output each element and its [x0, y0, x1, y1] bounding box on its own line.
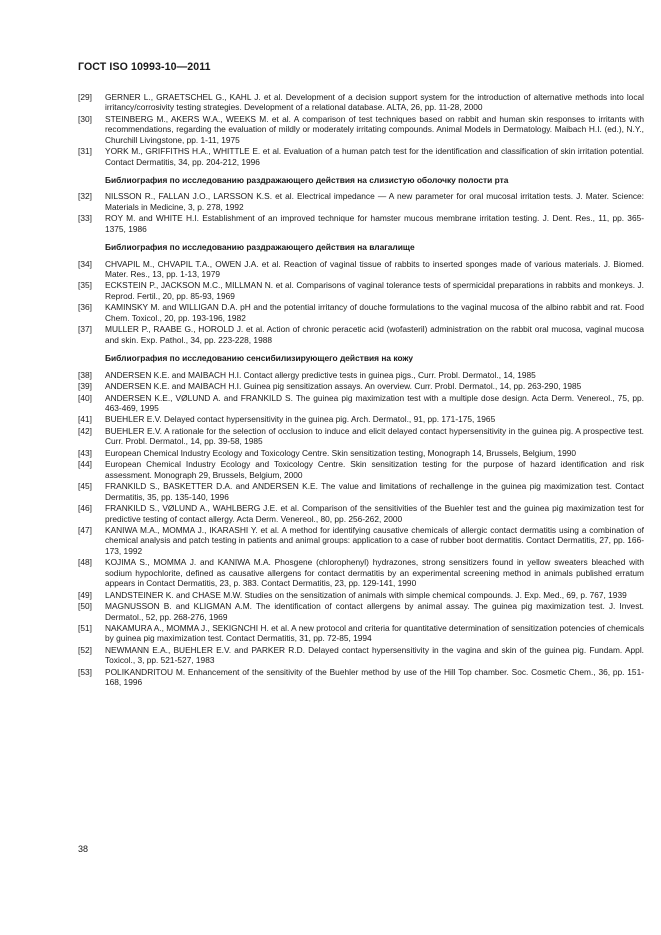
- reference-text: POLIKANDRITOU M. Enhancement of the sensitivity of the Buehler method by use of the Hill Top chamber. Soc. Cosmetic Chem., 36, pp. 151-168, 1996: [105, 666, 644, 688]
- reference-entry: [78, 302, 644, 323]
- reference-entry: [78, 414, 644, 424]
- reference-text: ANDERSEN K.E. and MAIBACH H.I. Guinea pig sensitization assays. An overview. Curr. Probl. Dermatol., 14, pp. 263-290, 1985: [105, 381, 582, 391]
- reference-text: European Chemical Industry Ecology and Toxicology Centre. Skin sensitization testing for the purpose of hazard identification and risk assessment. Monograph 29, Brussels, Belgium, 2000: [105, 459, 644, 480]
- reference-number: [40]: [78, 392, 92, 403]
- reference-number: [49]: [78, 589, 92, 600]
- page-number: 38: [78, 844, 89, 854]
- reference-entry: [78, 503, 644, 524]
- reference-entry: [78, 667, 644, 688]
- reference-number: [34]: [78, 258, 92, 269]
- reference-number: [31]: [78, 146, 92, 157]
- reference-list: [78, 92, 644, 689]
- section-heading: Библиография по исследованию раздражающего действия на влагалище: [105, 242, 415, 253]
- reference-entry: [78, 213, 644, 234]
- reference-entry: [78, 623, 644, 644]
- reference-entry: [78, 324, 644, 345]
- reference-entry: [78, 645, 644, 666]
- reference-entry: [78, 280, 644, 301]
- reference-text: FRANKILD S., BASKETTER D.A. and ANDERSEN K.E. The value and limitations of rechallenge in the guinea pig maximization test. Contact Dermatitis, 35, pp. 135-140, 1996: [105, 481, 644, 502]
- reference-number: [43]: [78, 447, 92, 458]
- reference-text: YORK M., GRIFFITHS H.A., WHITTLE E. et al. Evaluation of a human patch test for the identification and classification of skin irritation potential. Contact Dermatitis, 34, pp. 204-212, 1996: [105, 146, 644, 167]
- reference-number: [46]: [78, 503, 92, 514]
- reference-number: [32]: [78, 191, 92, 202]
- reference-text: GERNER L., GRAETSCHEL G., KAHL J. et al. Development of a decision support system for the introduction of alternative methods into local irritancy/corrosivity testing strategies. Development of a relational database. ALTA, 26, pp. 11-28, 2000: [105, 92, 644, 113]
- reference-entry: [78, 557, 644, 588]
- reference-text: NILSSON R., FALLAN J.O., LARSSON K.S. et al. Electrical impedance — A new parameter for oral mucosal irritation tests. J. Mater. Science: Materials in Medicine, 3, p. 278, 1992: [105, 191, 644, 212]
- reference-number: [48]: [78, 557, 92, 568]
- reference-text: CHVAPIL M., CHVAPIL T.A., OWEN J.A. et al. Reaction of vaginal tissue of rabbits to inserted sponges made of various materials. J. Biomed. Mater. Res., 13, pp. 1-13, 1979: [105, 258, 644, 279]
- document-header: ГОСТ ISO 10993-10—2011: [78, 61, 211, 73]
- reference-number: [45]: [78, 481, 92, 492]
- reference-text: NAKAMURA A., MOMMA J., SEKIGNCHI H. et al. A new protocol and criteria for quantitative determination of sensitization potencies of chemicals by guinea pig maximization test. Contact Dermatitis, 31, pp. 72-85, 1994: [105, 623, 644, 644]
- reference-text: KAMINSKY M. and WILLIGAN D.A. pH and the potential irritancy of douche formulations to the vaginal mucosa of the albino rabbit and rat. Food Chem. Toxicol., 20, pp. 193-196, 1982: [105, 302, 644, 323]
- reference-entry: [78, 525, 644, 556]
- reference-text: European Chemical Industry Ecology and Toxicology Centre. Skin sensitization testing, Monograph 14, Brussels, Belgium, 1990: [105, 447, 577, 458]
- reference-number: [30]: [78, 113, 92, 124]
- reference-number: [39]: [78, 381, 92, 391]
- reference-entry: [78, 381, 644, 391]
- reference-number: [38]: [78, 369, 92, 380]
- reference-text: MULLER P., RAABE G., HOROLD J. et al. Action of chronic peracetic acid (wofasteril) administration on the rabbit oral mucosa, vaginal mucosa and skin. Exp. Pathol., 34, pp. 223-228, 1988: [105, 324, 644, 345]
- reference-number: [37]: [78, 324, 92, 335]
- reference-number: [33]: [78, 213, 92, 224]
- reference-entry: [78, 393, 644, 414]
- reference-number: [29]: [78, 92, 92, 102]
- reference-text: ROY M. and WHITE H.I. Establishment of an improved technique for hamster mucous membrane irritation testing. J. Dent. Res., 11, pp. 365-1375, 1986: [105, 213, 644, 234]
- reference-entry: [78, 370, 644, 380]
- reference-text: FRANKILD S., VØLUND A., WAHLBERG J.E. et al. Comparison of the sensitivities of the Buehler test and the guinea pig maximization test for predictive testing of contact allergy. Acta Derm. Venereol., 80, pp. 256-262, 2000: [105, 503, 644, 524]
- reference-text: ANDERSEN K.E., VØLUND A. and FRANKILD S. The guinea pig maximization test with a multiple dose design. Acta Derm. Venereol., 75, pp. 463-469, 1995: [105, 392, 644, 413]
- reference-text: KOJIMA S., MOMMA J. and KANIWA M.A. Phosgene (chlorophenyl) hydrazones, strong sensitizers found in yellow sweaters bleached with sodium hypochlorite, defined as causative allergens for contact dermatitis by an experimental screening method in animals published erratum appears in Contact Dermatitis, 23, p. 383. Contact Dermatitis, 23, pp. 129-141, 1990: [105, 557, 644, 589]
- reference-text: STEINBERG M., AKERS W.A., WEEKS M. et al. A comparison of test techniques based on rabbit and human skin responses to irritants with recommendations, regarding the evaluation of mildly or moderately irritating compounds. Animal Models in Dermatology. Maibach H.I. (ed.), N.Y., Churchill Livingstone, pp. 1-11, 1975: [105, 113, 644, 145]
- reference-number: [36]: [78, 302, 92, 313]
- reference-entry: [78, 426, 644, 447]
- reference-number: [35]: [78, 280, 92, 291]
- reference-text: MAGNUSSON B. and KLIGMAN A.M. The identification of contact allergens by animal assay. The guinea pig maximization test. J. Invest. Dermatol., 52, pp. 268-276, 1969: [105, 601, 644, 622]
- reference-text: KANIWA M.A., MOMMA J., IKARASHI Y. et al. A method for identifying causative chemicals of allergic contact dermatitis using a combination of chemical analysis and patch testing in patients and animal groups: application to a case of rubber boot dermatitis. Contact Dermatitis, 27, pp. 166-173, 1992: [105, 525, 644, 556]
- reference-text: BUEHLER E.V. Delayed contact hypersensitivity in the guinea pig. Arch. Dermatol., 91, pp. 171-175, 1965: [105, 414, 496, 425]
- reference-entry: [78, 448, 644, 458]
- reference-number: [44]: [78, 459, 92, 470]
- reference-number: [52]: [78, 644, 92, 655]
- reference-number: [41]: [78, 414, 92, 425]
- section-heading: Библиография по исследованию сенсибилизирующего действия на кожу: [105, 353, 414, 364]
- reference-entry: [78, 191, 644, 212]
- reference-entry: [78, 601, 644, 622]
- reference-entry: [78, 114, 644, 145]
- reference-entry: [78, 92, 644, 113]
- reference-text: LANDSTEINER K. and CHASE M.W. Studies on the sensitization of animals with simple chemical compounds. J. Exp. Med., 69, p. 767, 1939: [105, 589, 627, 600]
- reference-entry: [78, 459, 644, 480]
- reference-number: [51]: [78, 623, 92, 634]
- reference-number: [53]: [78, 666, 92, 677]
- reference-number: [42]: [78, 425, 92, 436]
- reference-entry: [78, 590, 644, 600]
- reference-entry: [78, 481, 644, 502]
- reference-number: [47]: [78, 525, 92, 536]
- reference-number: [50]: [78, 601, 92, 612]
- reference-text: BUEHLER E.V. A rationale for the selection of occlusion to induce and elicit delayed contact hypersensitivity in the guinea pig. A prospective test. Curr. Probl. Dermatol., 14, pp. 39-58, 1985: [105, 425, 644, 447]
- section-heading: Библиография по исследованию раздражающего действия на слизистую оболочку полости рта: [105, 175, 509, 186]
- reference-text: NEWMANN E.A., BUEHLER E.V. and PARKER R.D. Delayed contact hypersensitivity in the vagina and skin of the guinea pig. Fundam. Appl. Toxicol., 3, pp. 521-527, 1983: [105, 644, 644, 666]
- reference-text: ECKSTEIN P., JACKSON M.C., MILLMAN N. et al. Comparisons of vaginal tolerance tests of spermicidal preparations in rabbits and monkeys. J. Reprod. Fertil., 20, pp. 85-93, 1969: [105, 280, 644, 301]
- reference-entry: [78, 259, 644, 280]
- reference-entry: [78, 146, 644, 167]
- reference-text: ANDERSEN K.E. and MAIBACH H.I. Contact allergy predictive tests in guinea pigs., Curr. Probl. Dermatol., 14, 1985: [105, 369, 536, 380]
